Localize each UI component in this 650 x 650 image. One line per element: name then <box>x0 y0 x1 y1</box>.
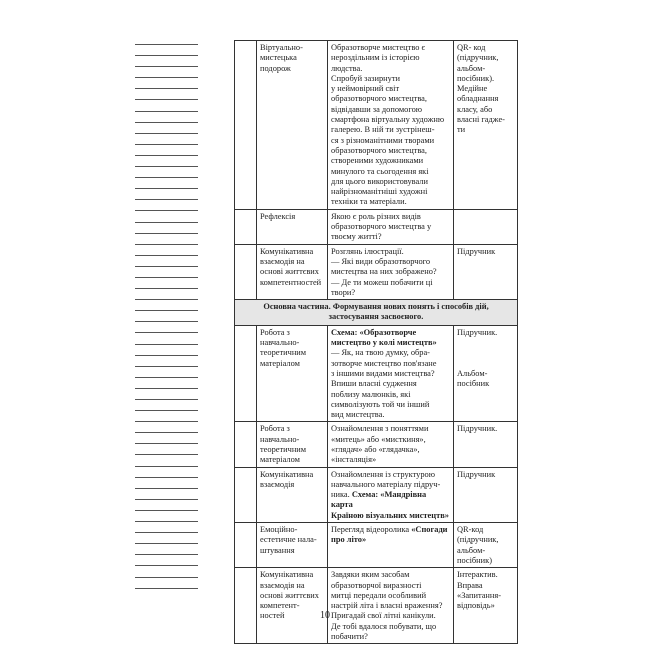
page-number: 10 <box>320 610 330 621</box>
note-line <box>135 477 198 478</box>
table-row <box>235 41 518 210</box>
note-line <box>135 510 198 511</box>
activity-cell: Комунікативна взаємодія на основі життєвих компетентностей <box>257 244 328 299</box>
note-line <box>135 44 198 45</box>
note-lines <box>135 44 198 599</box>
table-row <box>235 325 518 422</box>
resources-cell: Підручник. <box>454 422 518 467</box>
table-row <box>235 422 518 467</box>
note-line <box>135 432 198 433</box>
section-header-row <box>235 300 518 326</box>
note-line <box>135 99 198 100</box>
activity-cell: Емоційно- естетичне нала- штування <box>257 523 328 568</box>
activity-cell: Робота з навчально- теоретичним матеріалом <box>257 325 328 422</box>
note-line <box>135 554 198 555</box>
note-line <box>135 88 198 89</box>
note-line <box>135 344 198 345</box>
note-line <box>135 55 198 56</box>
content-text: Ознайомлення із структурою навчального матеріалу підруч- ника. <box>331 469 441 500</box>
note-line <box>135 377 198 378</box>
note-line <box>135 133 198 134</box>
note-line <box>135 499 198 500</box>
table-row <box>235 467 518 522</box>
note-line <box>135 111 198 112</box>
table-row <box>235 244 518 299</box>
content-cell <box>328 467 454 522</box>
resources-cell: Інтерактив. Вправа «Запитання- відповідь» <box>454 568 518 644</box>
note-line <box>135 299 198 300</box>
note-line <box>135 466 198 467</box>
note-line <box>135 255 198 256</box>
note-line <box>135 488 198 489</box>
table-row <box>235 568 518 644</box>
note-line <box>135 410 198 411</box>
content-cell: Завдяки яким засобам образотворчої виразності митці передали особливий настрій літа і власні враження? Пригадай свої літні канікули. Де тобі вдалося побувати, що побачити? <box>328 568 454 644</box>
note-line <box>135 210 198 211</box>
resources-cell <box>454 209 518 244</box>
activity-cell: Рефлексія <box>257 209 328 244</box>
resources-cell: Підручник <box>454 244 518 299</box>
activity-cell: Віртуально- мистецька подорож <box>257 41 328 210</box>
note-line <box>135 588 198 589</box>
table-row <box>235 209 518 244</box>
note-line <box>135 332 198 333</box>
note-line <box>135 565 198 566</box>
note-line <box>135 521 198 522</box>
note-line <box>135 122 198 123</box>
lesson-plan-table <box>234 40 518 644</box>
note-line <box>135 166 198 167</box>
content-bold: «Спогади про літо» <box>331 525 448 545</box>
content-text: Перегляд відеоролика <box>331 525 412 535</box>
content-bold: Схема: «Образотворче мистецтво у колі мистецтв» <box>331 327 437 348</box>
activity-cell: Комунікативна взаємодія на основі життєвих компетент- ностей <box>257 568 328 644</box>
note-line <box>135 188 198 189</box>
content-bold: Схема: «Мандрівна карта Країною візуальних мистецтв» <box>331 490 449 520</box>
content-text: — Як, на твою думку, обра- зотворче мистецтво пов'язане з іншими видами мистецтва? Впиши власні судження поблизу малюнків, які символізують той чи інший вид мистецтва. <box>331 348 437 420</box>
resources-cell: Підручник. Альбом- посібник <box>454 325 518 422</box>
note-line <box>135 310 198 311</box>
content-cell <box>328 523 454 568</box>
resources-cell: QR- код (підручник, альбом- посібник). Медійне обладнання класу, або власні гадже- ти <box>454 41 518 210</box>
note-line <box>135 388 198 389</box>
note-line <box>135 233 198 234</box>
table-row <box>235 523 518 568</box>
section-title: Основна частина. Формування нових понять і способів дій, застосування засвоєного. <box>235 300 518 326</box>
content-cell: Якою є роль різних видів образотворчого мистецтва у твоєму житті? <box>328 209 454 244</box>
note-line <box>135 266 198 267</box>
note-line <box>135 66 198 67</box>
note-line <box>135 77 198 78</box>
note-line <box>135 366 198 367</box>
content-cell <box>328 325 454 422</box>
note-line <box>135 399 198 400</box>
note-line <box>135 355 198 356</box>
content-cell: Образотворче мистецтво є нероздільним із історією людства. Спробуй зазирнути у неймовірний світ образотворчого мистецтва, відвідавши за допомогою смартфона віртуальну художню галерею. В ній ти зустрінеш- ся з різноманітними творами образотворчого мистецтва, створеними художниками минулого та сьогодення які для цього використовували найрізноманітніші художні техніки та матеріали. <box>328 41 454 210</box>
resources-cell: QR-код (підручник, альбом- посібник) <box>454 523 518 568</box>
note-line <box>135 577 198 578</box>
resources-cell: Підручник <box>454 467 518 522</box>
note-line <box>135 222 198 223</box>
content-cell: Ознайомлення з поняттями «митець» або «мисткиня», «глядач» або «глядачка», «інсталяція» <box>328 422 454 467</box>
note-line <box>135 421 198 422</box>
note-line <box>135 321 198 322</box>
activity-cell: Комунікативна взаємодія <box>257 467 328 522</box>
note-line <box>135 543 198 544</box>
note-line <box>135 244 198 245</box>
note-line <box>135 144 198 145</box>
note-line <box>135 177 198 178</box>
note-line <box>135 454 198 455</box>
note-line <box>135 155 198 156</box>
activity-cell: Робота з навчально- теоретичним матеріалом <box>257 422 328 467</box>
note-line <box>135 199 198 200</box>
note-line <box>135 288 198 289</box>
note-line <box>135 443 198 444</box>
note-line <box>135 532 198 533</box>
note-line <box>135 277 198 278</box>
content-cell: Розглянь ілюстрації. — Які види образотворчого мистецтва на них зображено? — Де ти можеш побачити ці твори? <box>328 244 454 299</box>
